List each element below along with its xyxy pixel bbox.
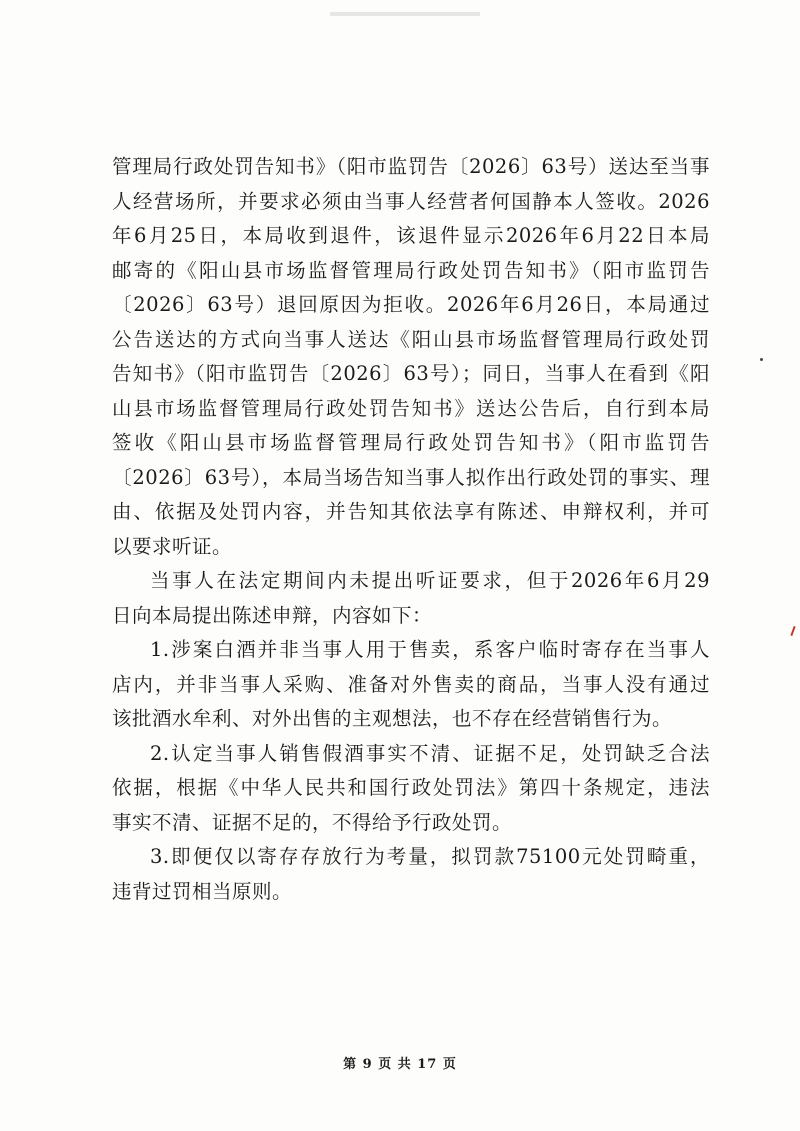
body-line: 1.涉案白酒并非当事人用于售卖，系客户临时寄存在当事人 <box>150 638 710 661</box>
body-line: 该批酒水牟利、对外出售的主观想法，也不存在经营销售行为。 <box>112 707 673 730</box>
scan-artifact-top <box>330 12 480 16</box>
body-line: 由、依据及处罚内容，并告知其依法享有陈述、申辩权利，并可 <box>112 500 710 523</box>
body-line: 〔2026〕63号），本局当场告知当事人拟作出行政处罚的事实、理 <box>112 465 710 489</box>
body-line: 依据，根据《中华人民共和国行政处罚法》第四十条规定，违法 <box>112 776 710 799</box>
scan-dot <box>760 358 763 361</box>
document-body <box>112 150 710 909</box>
body-line: 告知书》（阳市监罚告〔2026〕63号）；同日，当事人在看到《阳 <box>112 362 710 385</box>
body-line: 3.即便仅以寄存存放行为考量，拟罚款75100元处罚畸重， <box>150 845 710 868</box>
body-line: 日向本局提出陈述申辩，内容如下： <box>112 603 433 627</box>
body-line: 山县市场监督管理局行政处罚告知书》送达公告后，自行到本局 <box>112 396 710 420</box>
body-line: 违背过罚相当原则。 <box>112 879 293 903</box>
body-line: 管理局行政处罚告知书》（阳市监罚告〔2026〕63号）送达至当事 <box>112 155 710 178</box>
body-line: 店内，并非当事人采购、准备对外售卖的商品，当事人没有通过 <box>112 672 710 696</box>
scan-red-mark <box>790 626 795 636</box>
body-line: 以要求听证。 <box>112 534 233 558</box>
body-line: 事实不清、证据不足的，不得给予行政处罚。 <box>112 810 513 834</box>
body-line: 〔2026〕63号）退回原因为拒收。2026年6月26日，本局通过 <box>112 293 710 316</box>
body-line: 签收《阳山县市场监督管理局行政处罚告知书》（阳市监罚告 <box>112 431 710 454</box>
body-line: 人经营场所，并要求必须由当事人经营者何国静本人签收。2026 <box>112 189 710 213</box>
body-line: 2.认定当事人销售假酒事实不清、证据不足，处罚缺乏合法 <box>150 741 710 765</box>
body-line: 年6月25日，本局收到退件，该退件显示2026年6月22日本局 <box>112 224 710 247</box>
body-line: 邮寄的《阳山县市场监督管理局行政处罚告知书》（阳市监罚告 <box>112 258 710 282</box>
page-number-footer: 第 9 页 共 17 页 <box>343 1057 457 1072</box>
body-line: 公告送达的方式向当事人送达《阳山县市场监督管理局行政处罚 <box>112 327 710 351</box>
body-line: 当事人在法定期间内未提出听证要求，但于2026年6月29 <box>150 569 710 592</box>
